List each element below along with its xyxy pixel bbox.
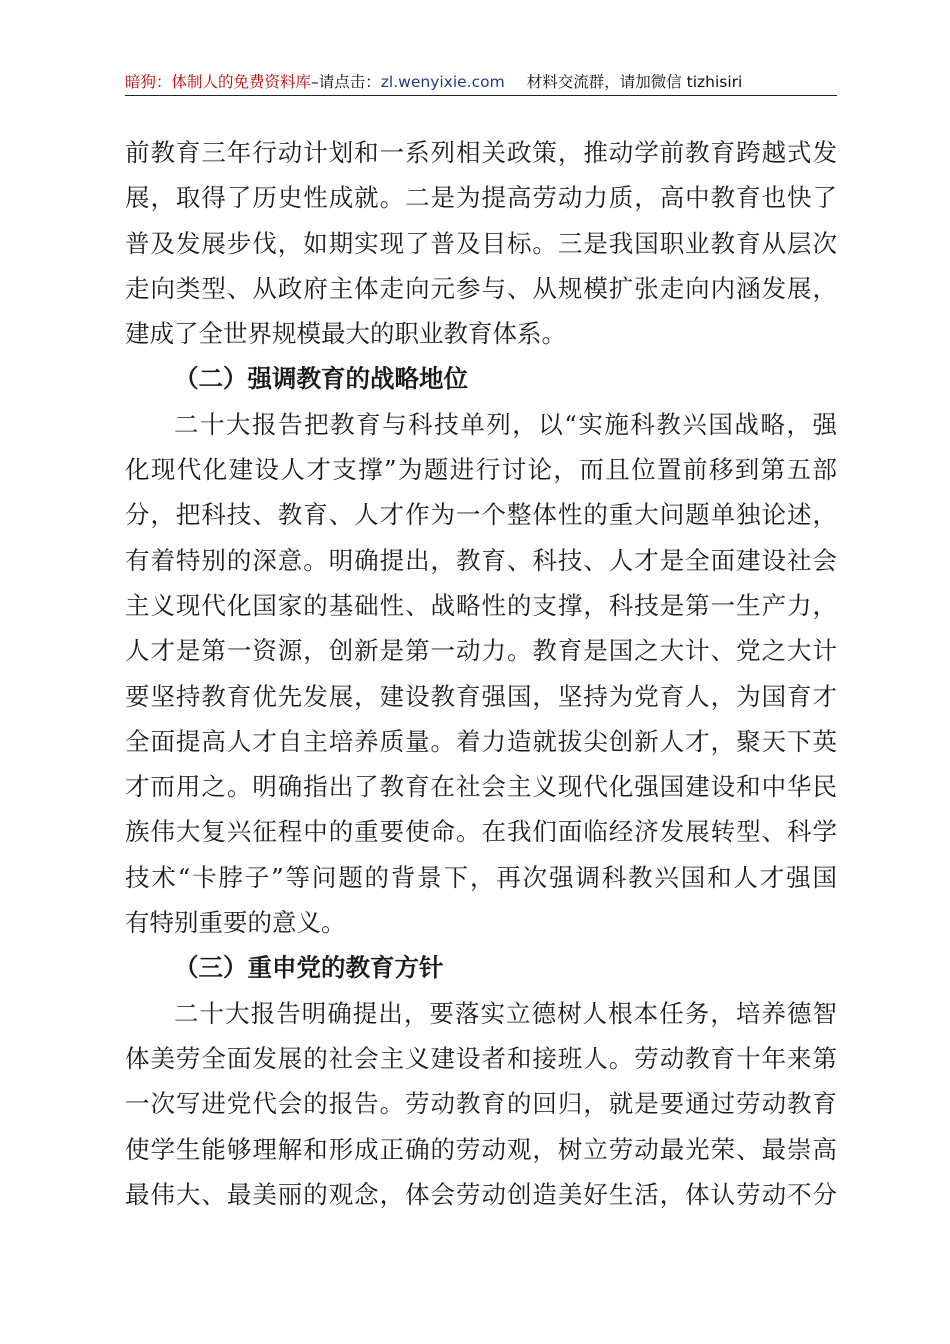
header-contact: 材料交流群，请加微信 tizhisiri — [526, 73, 743, 91]
section-heading: （三）重申党的教育方针 — [174, 953, 444, 983]
text-line: 二十大报告明确提出，要落实立德树人根本任务，培养德智 — [174, 998, 837, 1028]
header-click-label: –请点击： — [311, 73, 381, 91]
text-line: 有特别重要的意义。 — [125, 908, 346, 938]
text-line: 要坚持教育优先发展，建设教育强国，坚持为党育人，为国育才 — [125, 681, 837, 711]
text-line: 二十大报告把教育与科技单列，以“实施科教兴国战略，强 — [174, 409, 837, 439]
text-line: 建成了全世界规模最大的职业教育体系。 — [125, 319, 566, 349]
text-line: 普及发展步伐，如期实现了普及目标。三是我国职业教育从层次 — [125, 228, 837, 258]
text-line: 前教育三年行动计划和一系列相关政策，推动学前教育跨越式发 — [125, 138, 837, 167]
text-line: 族伟大复兴征程中的重要使命。在我们面临经济发展转型、科学 — [125, 817, 837, 847]
text-line: 一次写进党代会的报告。劳动教育的回归，就是要通过劳动教育 — [125, 1089, 837, 1119]
text-line: 才而用之。明确指出了教育在社会主义现代化强国建设和中华民 — [125, 772, 837, 802]
header-url-link[interactable]: zl.wenyixie.com — [380, 73, 505, 91]
header-brand: 暗狗：体制人的免费资料库 — [125, 73, 312, 91]
page-header — [125, 70, 837, 94]
section-heading: （二）强调教育的战略地位 — [174, 364, 468, 394]
text-line: 人才是第一资源，创新是第一动力。教育是国之大计、党之大计 — [125, 636, 837, 666]
text-line: 有着特别的深意。明确提出，教育、科技、人才是全面建设社会 — [125, 545, 837, 575]
text-line: 体美劳全面发展的社会主义建设者和接班人。劳动教育十年来第 — [125, 1043, 837, 1073]
text-line: 使学生能够理解和形成正确的劳动观，树立劳动最光荣、最崇高 — [125, 1134, 837, 1164]
text-line: 技术“卡脖子”等问题的背景下，再次强调科教兴国和人才强国 — [125, 862, 837, 892]
text-line: 主义现代化国家的基础性、战略性的支撑，科技是第一生产力， — [125, 590, 837, 620]
text-line: 化现代化建设人才支撑”为题进行讨论，而且位置前移到第五部 — [125, 455, 837, 485]
text-line: 最伟大、最美丽的观念，体会劳动创造美好生活，体认劳动不分 — [125, 1179, 837, 1209]
text-line: 走向类型、从政府主体走向元参与、从规模扩张走向内涵发展， — [125, 273, 837, 303]
text-line: 分，把科技、教育、人才作为一个整体性的重大问题单独论述， — [125, 500, 837, 530]
document-body — [125, 130, 837, 1217]
text-line: 展，取得了历史性成就。二是为提高劳动力质，高中教育也快了 — [125, 183, 837, 213]
text-line: 全面提高人才自主培养质量。着力造就拔尖创新人才，聚天下英 — [125, 726, 837, 756]
header-divider — [125, 95, 837, 96]
